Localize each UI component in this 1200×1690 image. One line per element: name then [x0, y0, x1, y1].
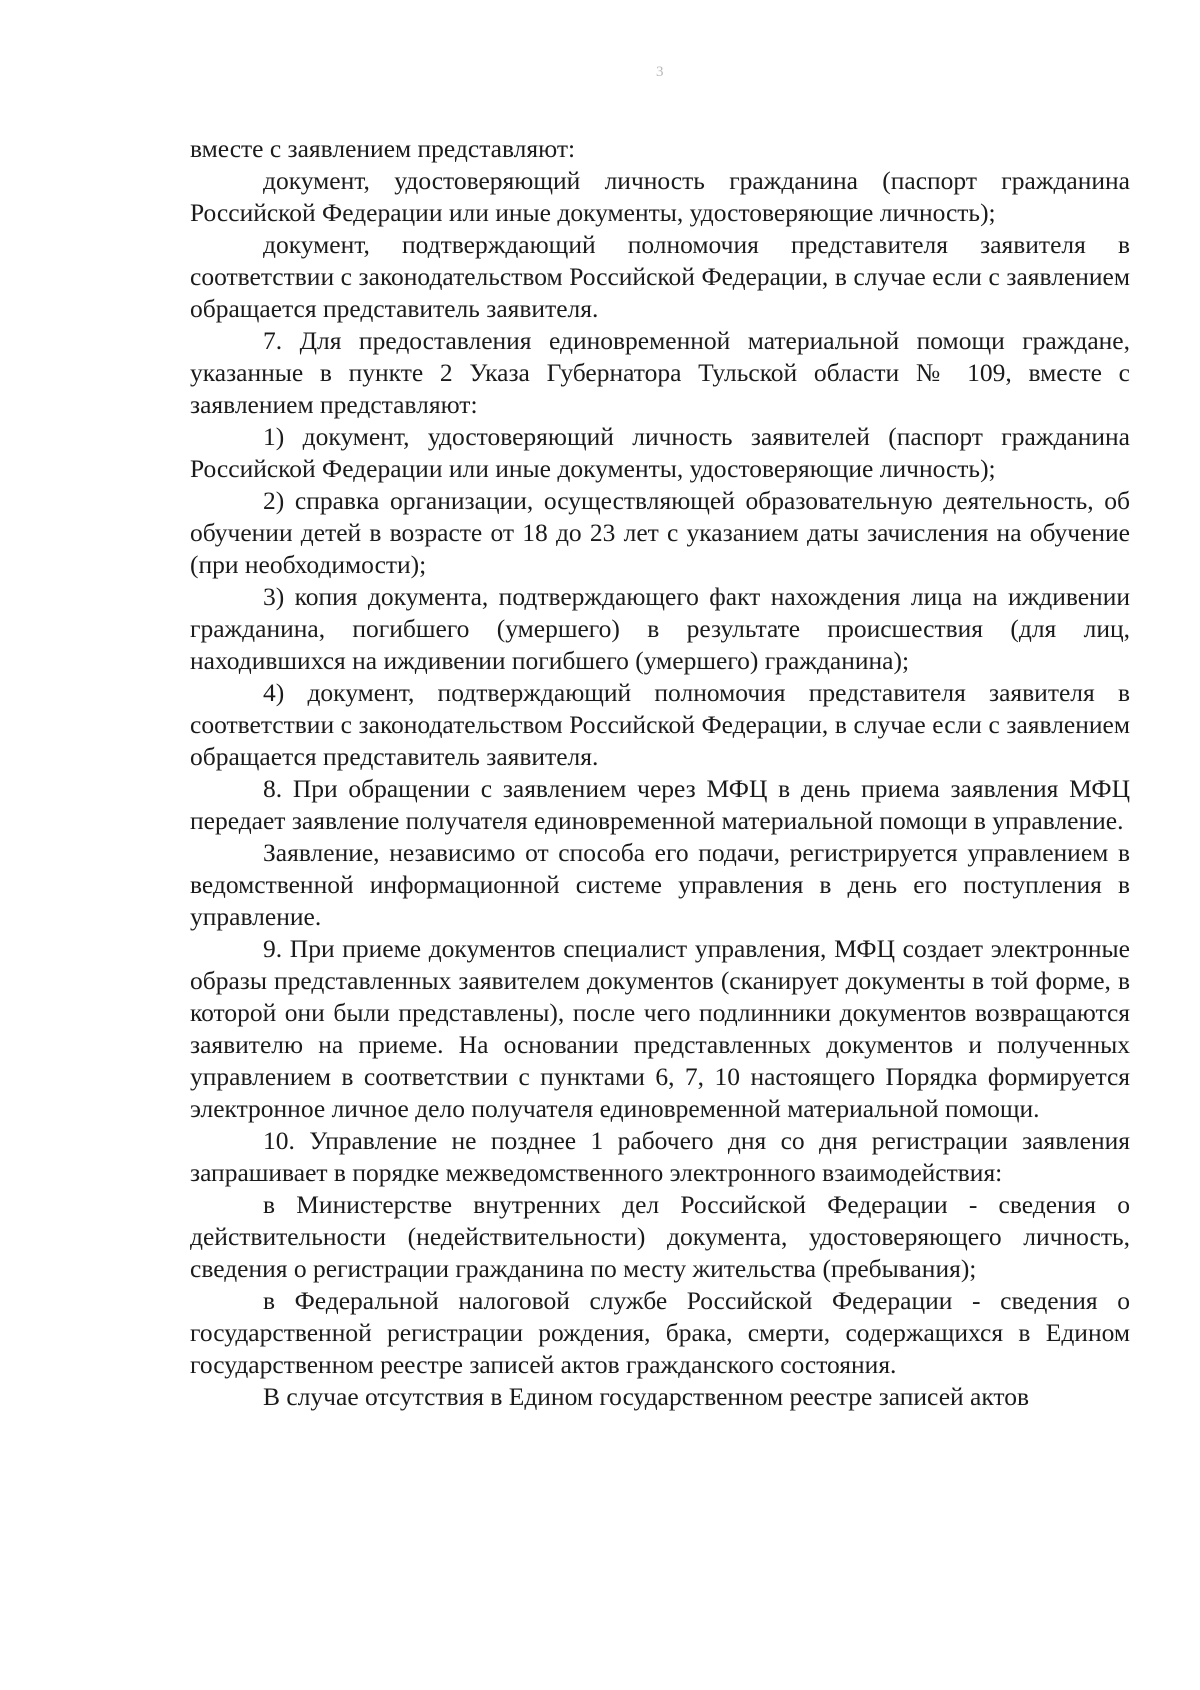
paragraph-9: 8. При обращении с заявлением через МФЦ в день приема заявления МФЦ передает заявление получателя единовременной материальной помощи в управление. [190, 774, 1130, 835]
paragraph-3: документ, подтверждающий полномочия представителя заявителя в соответствии с законодательством Российской Федерации, в случае если с заявлением обращается представитель заявителя. [190, 230, 1130, 323]
paragraph-11: 9. При приеме документов специалист управления, МФЦ создает электронные образы представленных заявителем документов (сканирует документы в той форме, в которой они были представлены), после чего подлинники документов возвращаются заявителю на приеме. На основании представленных документов и полученных управлением в соответствии с пунктами 6, 7, 10 настоящего Порядка формируется электронное личное дело получателя единовременной материальной помощи. [190, 934, 1130, 1123]
paragraph-4: 7. Для предоставления единовременной материальной помощи граждане, указанные в пункте 2 Указа Губернатора Тульской области № 109, вместе с заявлением представляют: [190, 326, 1130, 419]
paragraph-7: 3) копия документа, подтверждающего факт нахождения лица на иждивении гражданина, погибшего (умершего) в результате происшествия (для лиц, находившихся на иждивении погибшего (умершего) гражданина); [190, 582, 1130, 675]
paragraph-15: В случае отсутствия в Едином государственном реестре записей актов [263, 1382, 1029, 1411]
paragraph-2: документ, удостоверяющий личность гражданина (паспорт гражданина Российской Федерации или иные документы, удостоверяющие личность); [190, 166, 1130, 227]
paragraph-8: 4) документ, подтверждающий полномочия представителя заявителя в соответствии с законодательством Российской Федерации, в случае если с заявлением обращается представитель заявителя. [190, 678, 1130, 771]
paragraph-5: 1) документ, удостоверяющий личность заявителей (паспорт гражданина Российской Федерации или иные документы, удостоверяющие личность); [190, 422, 1130, 483]
paragraph-12: 10. Управление не позднее 1 рабочего дня со дня регистрации заявления запрашивает в порядке межведомственного электронного взаимодействия: [190, 1126, 1130, 1187]
page-number: 3 [656, 64, 664, 80]
paragraph-13: в Министерстве внутренних дел Российской Федерации - сведения о действительности (недействительности) документа, удостоверяющего личность, сведения о регистрации гражданина по месту жительства (пребывания); [190, 1190, 1130, 1283]
paragraph-6: 2) справка организации, осуществляющей образовательную деятельность, об обучении детей в возрасте от 18 до 23 лет с указанием даты зачисления на обучение (при необходимости); [190, 486, 1130, 579]
document-body [190, 133, 1130, 1413]
paragraph-10: Заявление, независимо от способа его подачи, регистрируется управлением в ведомственной информационной системе управления в день его поступления в управление. [190, 838, 1130, 931]
paragraph-1: вместе с заявлением представляют: [190, 134, 576, 163]
paragraph-14: в Федеральной налоговой службе Российской Федерации - сведения о государственной регистрации рождения, брака, смерти, содержащихся в Едином государственном реестре записей актов гражданского состояния. [190, 1286, 1130, 1379]
